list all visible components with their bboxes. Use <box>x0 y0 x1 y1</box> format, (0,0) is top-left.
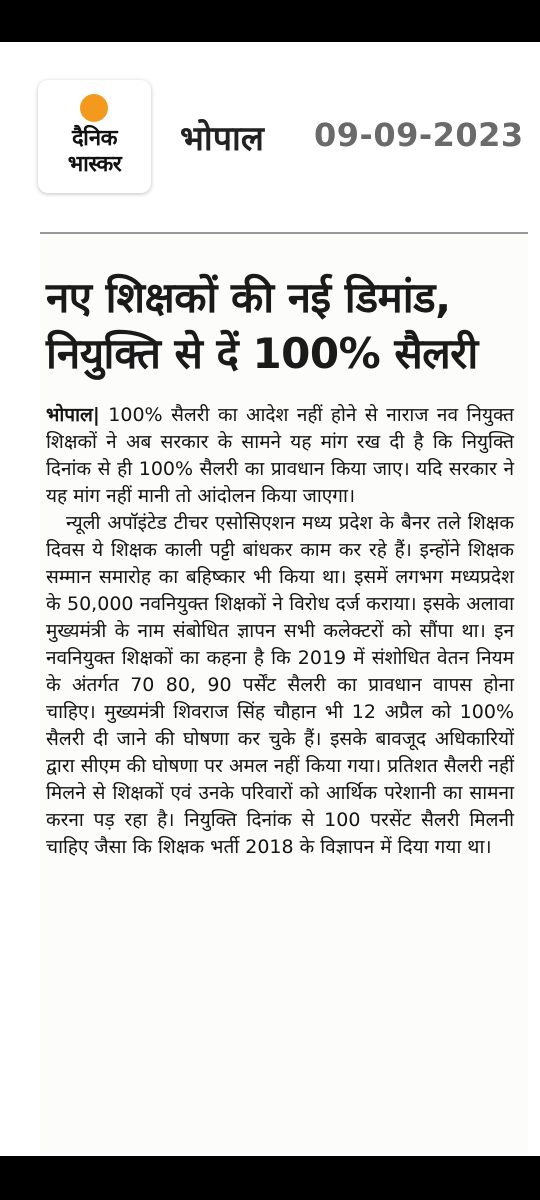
publication-date: 09-09-2023 <box>314 116 524 154</box>
dainik-bhaskar-logo <box>38 80 151 193</box>
article-headline <box>46 270 526 382</box>
article-paragraph-2: न्यूली अपॉइंटेड टीचर एसोसिएशन मध्य प्रदेश के बैनर तले शिक्षक दिवस ये शिक्षक काली पट्टी बांधकर काम कर रहे हैं। इन्होंने शिक्षक सम्मान समारोह का बहिष्कार भी किया था। इसमें लगभग मध्यप्रदेश के 50,000 नवनियुक्त शिक्षकों ने विरोध दर्ज कराया। इसके अलावा मुख्यमंत्री के नाम संबोधित ज्ञापन सभी कलेक्टरों को सौंपा था। इन नवनियुक्त शिक्षकों का कहना है कि 2019 में संशोधित वेतन नियम के अंतर्गत 70 80, 90 पर्सेंट सैलरी का प्रावधान वापस होना चाहिए। मुख्यमंत्री शिवराज सिंह चौहान भी 12 अप्रैल को 100% सैलरी दी जाने की घोषणा कर चुके हैं। इसके बावजूद अधिकारियों द्वारा सीएम की घोषणा पर अमल नहीं किया गया। प्रतिशत सैलरी नहीं मिलने से शिक्षकों एवं उनके परिवारों को आर्थिक परेशानी का सामना करना पड़ रहा है। नियुक्ति दिनांक से 100 परसेंट सैलरी मिलनी चाहिए जैसा कि शिक्षक भर्ती 2018 के विज्ञापन में दिया गया था। <box>46 512 514 858</box>
article-dateline: भोपाल| <box>46 404 100 426</box>
headline-line-1: नए शिक्षकों की नई डिमांड, <box>46 273 451 322</box>
headline-line-2: नियुक्ति से दें 100% सैलरी <box>46 329 478 378</box>
logo-text-line2: भास्कर <box>67 152 122 177</box>
article-paragraph-1 <box>46 402 514 510</box>
bottom-bar <box>0 1156 540 1200</box>
logo-sun-icon <box>80 94 108 122</box>
top-bar <box>0 0 540 42</box>
city-label: भोपाल <box>180 119 264 159</box>
article-body <box>46 402 514 861</box>
paragraph-1-text: 100% सैलरी का आदेश नहीं होने से नाराज नव नियुक्त शिक्षकों ने अब सरकार के सामने यह मांग रख दी है कि नियुक्ति दिनांक से ही 100% सैलरी का प्रावधान किया जाए। यदि सरकार ने यह मांग नहीं मानी तो आंदोलन किया जाएगा। <box>46 404 514 507</box>
logo-text-line1: दैनिक <box>72 126 117 151</box>
